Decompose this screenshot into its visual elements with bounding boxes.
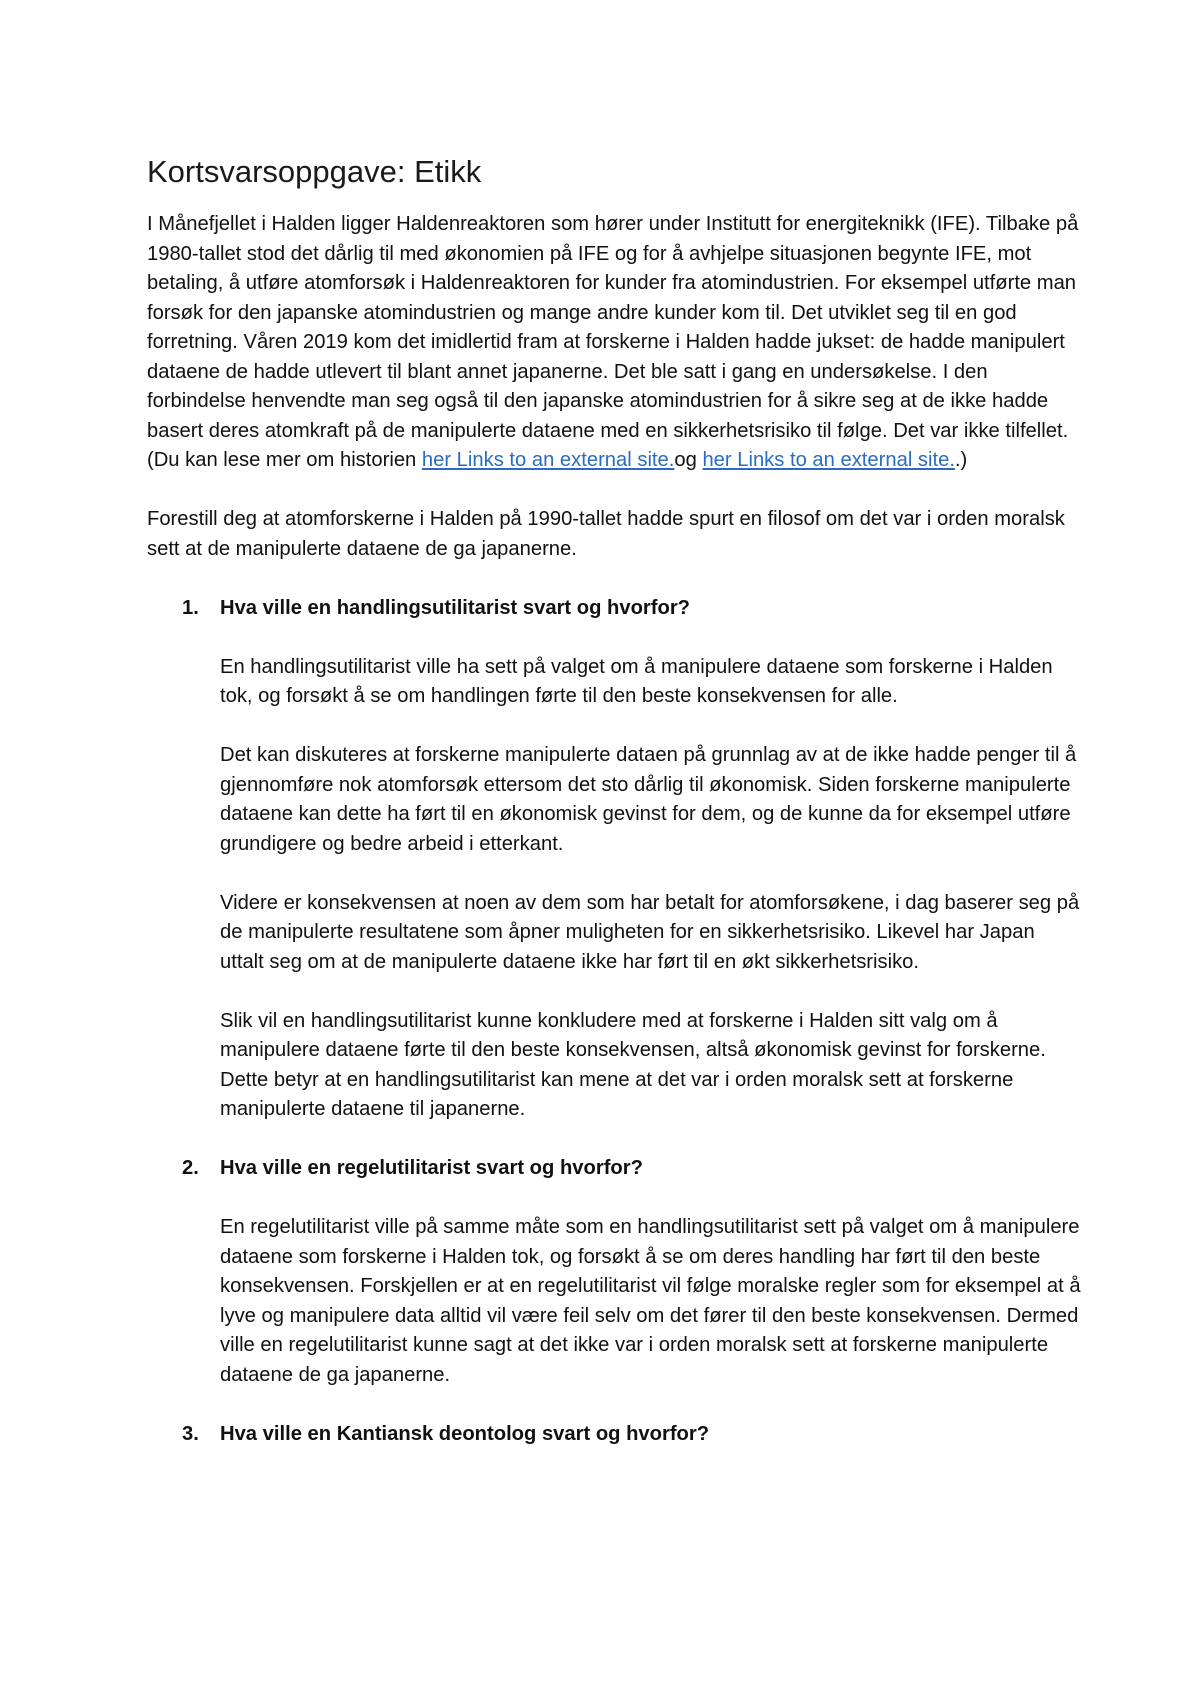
external-link-2[interactable]: her Links to an external site. xyxy=(702,449,955,471)
answer-paragraph: Slik vil en handlingsutilitarist kunne konkludere med at forskerne i Halden sitt valg om å manipulere dataene førte til den beste konsekvensen, altså økonomisk gevinst for forskerne. Dette betyr at en handlingsutilitarist kan mene at det var i orden moralsk sett at forskerne manipulerte dataene til japanerne. xyxy=(220,1009,1046,1120)
answer-paragraph: En regelutilitarist ville på samme måte som en handlingsutilitarist sett på valget om å manipulere dataene som forskerne i Halden tok, og forsøkt å se om deres handling har ført til den beste konsekvensen. Forskjellen er at en regelutilitarist vil følge moralske regler som for eksempel at å lyve og manipulere data alltid vil være feil selv om det fører til den beste konsekvensen. Dermed ville en regelutilitarist kunne sagt at det ikke var i orden moralsk sett at forskerne manipulerte dataene de ga japanerne. xyxy=(220,1216,1081,1386)
question-heading-1 xyxy=(147,594,1082,624)
answer-block-1 xyxy=(147,653,1082,1125)
question-number: 1. xyxy=(182,596,199,619)
question-text: Hva ville en Kantiansk deontolog svart og hvorfor? xyxy=(220,1422,710,1445)
question-number: 3. xyxy=(182,1422,199,1445)
prompt-paragraph: Forestill deg at atomforskerne i Halden på 1990-tallet hadde spurt en filosof om det var i orden moralsk sett at de manipulerte dataene de ga japanerne. xyxy=(147,508,1065,560)
intro-paragraph xyxy=(147,210,1082,476)
document-page xyxy=(147,152,1082,1479)
question-heading-3 xyxy=(147,1420,1082,1450)
question-text: Hva ville en handlingsutilitarist svart og hvorfor? xyxy=(220,596,691,619)
answer-block-2 xyxy=(147,1213,1082,1390)
question-number: 2. xyxy=(182,1157,199,1179)
intro-link-separator: og xyxy=(674,449,697,471)
intro-closing: .) xyxy=(954,449,968,471)
intro-text: I Månefjellet i Halden ligger Haldenreaktoren som hører under Institutt for energiteknikk (IFE). Tilbake på 1980-tallet stod det dårlig til med økonomien på IFE og for å avhjelpe situasjonen begynte IFE, mot betaling, å utføre atomforsøk i Haldenreaktoren for kunder fra atomindustrien. For eksempel utførte man forsøk for den japanske atomindustrien og mange andre kunder kom til. Det utviklet seg til en god forretning. Våren 2019 kom det imidlertid fram at forskerne i Halden hadde jukset: de hadde manipulert dataene de hadde utlevert til blant annet japanerne. Det ble satt i gang en undersøkelse. I den forbindelse henvendte man seg også til den japanske atomindustrien for å sikre seg at de ikke hadde basert deres atomkraft på de manipulerte dataene med en sikkerhetsrisiko til følge. Det var ikke tilfellet. (Du kan lese mer om historien xyxy=(147,213,1079,471)
question-heading-2 xyxy=(147,1154,1082,1184)
answer-paragraph: Det kan diskuteres at forskerne manipulerte dataen på grunnlag av at de ikke hadde penger til å gjennomføre nok atomforsøk ettersom det sto dårlig til økonomisk. Siden forskerne manipulerte dataene kan dette ha ført til en økonomisk gevinst for dem, og de kunne da for eksempel utføre grundigere og bedre arbeid i etterkant. xyxy=(220,744,1077,855)
external-link-1[interactable]: her Links to an external site. xyxy=(421,449,675,471)
question-text: Hva ville en regelutilitarist svart og hvorfor? xyxy=(220,1157,643,1179)
page-title: Kortsvarsoppgave: Etikk xyxy=(147,154,482,189)
answer-paragraph: Videre er konsekvensen at noen av dem som har betalt for atomforsøkene, i dag baserer seg på de manipulerte resultatene som åpner muligheten for en sikkerhetsrisiko. Likevel har Japan uttalt seg om at de manipulerte dataene ikke har ført til en økt sikkerhetsrisiko. xyxy=(220,891,1080,973)
answer-paragraph: En handlingsutilitarist ville ha sett på valget om å manipulere dataene som forskerne i Halden tok, og forsøkt å se om handlingen førte til den beste konsekvensen for alle. xyxy=(220,655,1053,707)
